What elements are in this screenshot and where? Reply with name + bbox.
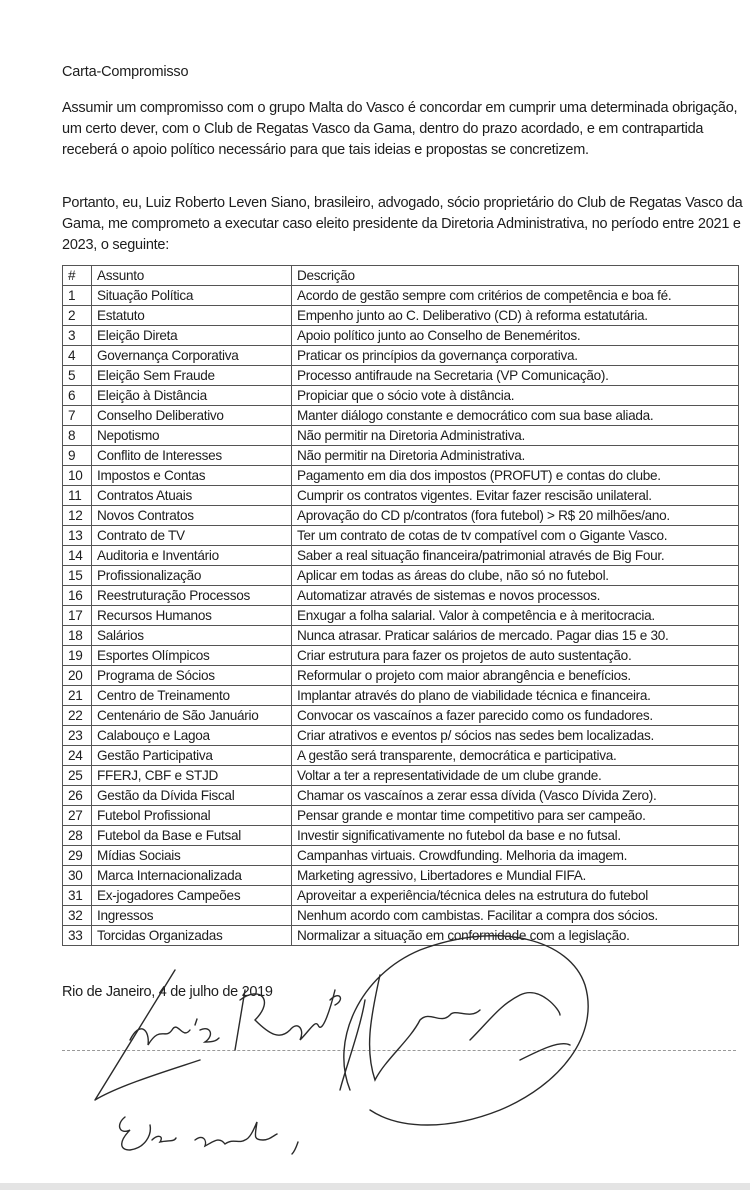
row-number: 3 bbox=[63, 326, 92, 346]
row-subject: Salários bbox=[92, 626, 292, 646]
table-row bbox=[63, 906, 739, 926]
row-number: 25 bbox=[63, 766, 92, 786]
row-subject: Futebol da Base e Futsal bbox=[92, 826, 292, 846]
row-number: 28 bbox=[63, 826, 92, 846]
table-row bbox=[63, 686, 739, 706]
row-number: 9 bbox=[63, 446, 92, 466]
row-number: 8 bbox=[63, 426, 92, 446]
row-number: 26 bbox=[63, 786, 92, 806]
row-description: Investir significativamente no futebol da base e no futsal. bbox=[292, 826, 739, 846]
row-description: Nenhum acordo com cambistas. Facilitar a compra dos sócios. bbox=[292, 906, 739, 926]
row-number: 30 bbox=[63, 866, 92, 886]
table-row bbox=[63, 806, 739, 826]
row-number: 16 bbox=[63, 586, 92, 606]
document-title: Carta-Compromisso bbox=[62, 64, 189, 80]
row-description: Não permitir na Diretoria Administrativa. bbox=[292, 446, 739, 466]
row-description: Campanhas virtuais. Crowdfunding. Melhoria da imagem. bbox=[292, 846, 739, 866]
row-description: Reformular o projeto com maior abrangência e benefícios. bbox=[292, 666, 739, 686]
row-number: 19 bbox=[63, 646, 92, 666]
row-number: 31 bbox=[63, 886, 92, 906]
table-row bbox=[63, 766, 739, 786]
commitment-table bbox=[62, 265, 739, 946]
row-number: 1 bbox=[63, 286, 92, 306]
row-number: 18 bbox=[63, 626, 92, 646]
row-subject: Profissionalização bbox=[92, 566, 292, 586]
row-description: Convocar os vascaínos a fazer parecido como os fundadores. bbox=[292, 706, 739, 726]
table-row bbox=[63, 866, 739, 886]
row-description: Chamar os vascaínos a zerar essa dívida (Vasco Dívida Zero). bbox=[292, 786, 739, 806]
row-description: Aproveitar a experiência/técnica deles na estrutura do futebol bbox=[292, 886, 739, 906]
row-description: Não permitir na Diretoria Administrativa. bbox=[292, 426, 739, 446]
signature-stroke-leven bbox=[340, 975, 570, 1090]
row-number: 4 bbox=[63, 346, 92, 366]
row-number: 14 bbox=[63, 546, 92, 566]
table-row bbox=[63, 786, 739, 806]
row-number: 2 bbox=[63, 306, 92, 326]
row-number: 5 bbox=[63, 366, 92, 386]
row-subject: FFERJ, CBF e STJD bbox=[92, 766, 292, 786]
row-description: Manter diálogo constante e democrático com sua base aliada. bbox=[292, 406, 739, 426]
row-description: Nunca atrasar. Praticar salários de mercado. Pagar dias 15 e 30. bbox=[292, 626, 739, 646]
table-row bbox=[63, 346, 739, 366]
table-row bbox=[63, 886, 739, 906]
row-description: Aprovação do CD p/contratos (fora futebol) > R$ 20 milhões/ano. bbox=[292, 506, 739, 526]
place-and-date: Rio de Janeiro, 4 de julho de 2019 bbox=[62, 984, 273, 1000]
row-description: Enxugar a folha salarial. Valor à competência e à meritocracia. bbox=[292, 606, 739, 626]
table-row bbox=[63, 466, 739, 486]
row-number: 12 bbox=[63, 506, 92, 526]
table-row bbox=[63, 486, 739, 506]
row-subject: Reestruturação Processos bbox=[92, 586, 292, 606]
intro-paragraph: Assumir um compromisso com o grupo Malta do Vasco é concordar em cumprir uma determinada obrigação, um certo dever, com o Club de Regatas Vasco da Gama, dentro do prazo acordado, e em contrapartida receberá o apoio político necessário para que tais ideias e propostas se concretizem. bbox=[62, 100, 738, 158]
row-subject: Torcidas Organizadas bbox=[92, 926, 292, 946]
row-subject: Programa de Sócios bbox=[92, 666, 292, 686]
row-subject: Recursos Humanos bbox=[92, 606, 292, 626]
row-subject: Eleição à Distância bbox=[92, 386, 292, 406]
row-subject: Estatuto bbox=[92, 306, 292, 326]
row-description: Implantar através do plano de viabilidade técnica e financeira. bbox=[292, 686, 739, 706]
table-row bbox=[63, 566, 739, 586]
row-subject: Gestão Participativa bbox=[92, 746, 292, 766]
row-description: Normalizar a situação em conformidade com a legislação. bbox=[292, 926, 739, 946]
row-subject: Eleição Direta bbox=[92, 326, 292, 346]
table-row bbox=[63, 506, 739, 526]
row-description: Apoio político junto ao Conselho de Beneméritos. bbox=[292, 326, 739, 346]
row-description: Saber a real situação financeira/patrimonial através de Big Four. bbox=[292, 546, 739, 566]
row-subject: Ingressos bbox=[92, 906, 292, 926]
row-number: 20 bbox=[63, 666, 92, 686]
row-subject: Conflito de Interesses bbox=[92, 446, 292, 466]
row-description: Automatizar através de sistemas e novos processos. bbox=[292, 586, 739, 606]
table-row bbox=[63, 546, 739, 566]
table-row bbox=[63, 526, 739, 546]
table-row bbox=[63, 586, 739, 606]
row-subject: Contrato de TV bbox=[92, 526, 292, 546]
commitment-paragraph: Portanto, eu, Luiz Roberto Leven Siano, brasileiro, advogado, sócio proprietário do Club de Regatas Vasco da Gama, me comprometo a executar caso eleito presidente da Diretoria Administrativa, no período entre 2021 e 2023, o seguinte: bbox=[62, 195, 743, 253]
table-header-row bbox=[63, 266, 739, 286]
row-number: 17 bbox=[63, 606, 92, 626]
table-row bbox=[63, 826, 739, 846]
table-row bbox=[63, 366, 739, 386]
row-subject: Centenário de São Januário bbox=[92, 706, 292, 726]
viewer-bottom-bar bbox=[0, 1183, 750, 1190]
table-row bbox=[63, 306, 739, 326]
row-subject: Eleição Sem Fraude bbox=[92, 366, 292, 386]
row-number: 21 bbox=[63, 686, 92, 706]
table-row bbox=[63, 446, 739, 466]
row-number: 29 bbox=[63, 846, 92, 866]
row-subject: Situação Política bbox=[92, 286, 292, 306]
row-description: Empenho junto ao C. Deliberativo (CD) à reforma estatutária. bbox=[292, 306, 739, 326]
header-description: Descrição bbox=[292, 266, 739, 286]
row-subject: Calabouço e Lagoa bbox=[92, 726, 292, 746]
row-description: Ter um contrato de cotas de tv compatível com o Gigante Vasco. bbox=[292, 526, 739, 546]
row-number: 32 bbox=[63, 906, 92, 926]
table-row bbox=[63, 646, 739, 666]
row-number: 13 bbox=[63, 526, 92, 546]
row-subject: Marca Internacionalizada bbox=[92, 866, 292, 886]
row-subject: Esportes Olímpicos bbox=[92, 646, 292, 666]
row-number: 15 bbox=[63, 566, 92, 586]
signature-stroke-uiz bbox=[130, 1019, 219, 1045]
table-row bbox=[63, 286, 739, 306]
row-subject: Impostos e Contas bbox=[92, 466, 292, 486]
table-row bbox=[63, 706, 739, 726]
row-description: Processo antifraude na Secretaria (VP Comunicação). bbox=[292, 366, 739, 386]
row-description: Voltar a ter a representatividade de um clube grande. bbox=[292, 766, 739, 786]
table-row bbox=[63, 386, 739, 406]
row-subject: Gestão da Dívida Fiscal bbox=[92, 786, 292, 806]
row-subject: Conselho Deliberativo bbox=[92, 406, 292, 426]
header-number: # bbox=[63, 266, 92, 286]
row-number: 11 bbox=[63, 486, 92, 506]
table-row bbox=[63, 606, 739, 626]
row-subject: Auditoria e Inventário bbox=[92, 546, 292, 566]
table-row bbox=[63, 406, 739, 426]
table-row bbox=[63, 726, 739, 746]
row-description: Marketing agressivo, Libertadores e Mundial FIFA. bbox=[292, 866, 739, 886]
signature-stroke-loop bbox=[344, 936, 588, 1125]
row-subject: Governança Corporativa bbox=[92, 346, 292, 366]
row-description: Pagamento em dia dos impostos (PROFUT) e contas do clube. bbox=[292, 466, 739, 486]
row-subject: Ex-jogadores Campeões bbox=[92, 886, 292, 906]
table-row bbox=[63, 926, 739, 946]
row-number: 27 bbox=[63, 806, 92, 826]
table-row bbox=[63, 746, 739, 766]
row-number: 33 bbox=[63, 926, 92, 946]
row-description: Criar estrutura para fazer os projetos de auto sustentação. bbox=[292, 646, 739, 666]
signature-stroke-de-acordo bbox=[120, 1117, 298, 1154]
table-row bbox=[63, 666, 739, 686]
row-number: 10 bbox=[63, 466, 92, 486]
row-subject: Mídias Sociais bbox=[92, 846, 292, 866]
table-row bbox=[63, 626, 739, 646]
row-subject: Futebol Profissional bbox=[92, 806, 292, 826]
row-number: 22 bbox=[63, 706, 92, 726]
row-subject: Novos Contratos bbox=[92, 506, 292, 526]
row-description: Propiciar que o sócio vote à distância. bbox=[292, 386, 739, 406]
row-description: Acordo de gestão sempre com critérios de competência e boa fé. bbox=[292, 286, 739, 306]
row-subject: Nepotismo bbox=[92, 426, 292, 446]
row-description: Aplicar em todas as áreas do clube, não só no futebol. bbox=[292, 566, 739, 586]
row-description: A gestão será transparente, democrática e participativa. bbox=[292, 746, 739, 766]
table-row bbox=[63, 846, 739, 866]
row-number: 6 bbox=[63, 386, 92, 406]
table-body bbox=[63, 286, 739, 946]
row-number: 24 bbox=[63, 746, 92, 766]
row-subject: Centro de Treinamento bbox=[92, 686, 292, 706]
row-number: 7 bbox=[63, 406, 92, 426]
signature-line bbox=[62, 1050, 736, 1051]
table-row bbox=[63, 426, 739, 446]
row-description: Criar atrativos e eventos p/ sócios nas sedes bem localizadas. bbox=[292, 726, 739, 746]
table-row bbox=[63, 326, 739, 346]
row-subject: Contratos Atuais bbox=[92, 486, 292, 506]
row-description: Cumprir os contratos vigentes. Evitar fazer rescisão unilateral. bbox=[292, 486, 739, 506]
row-number: 23 bbox=[63, 726, 92, 746]
row-description: Praticar os princípios da governança corporativa. bbox=[292, 346, 739, 366]
row-description: Pensar grande e montar time competitivo para ser campeão. bbox=[292, 806, 739, 826]
header-subject: Assunto bbox=[92, 266, 292, 286]
